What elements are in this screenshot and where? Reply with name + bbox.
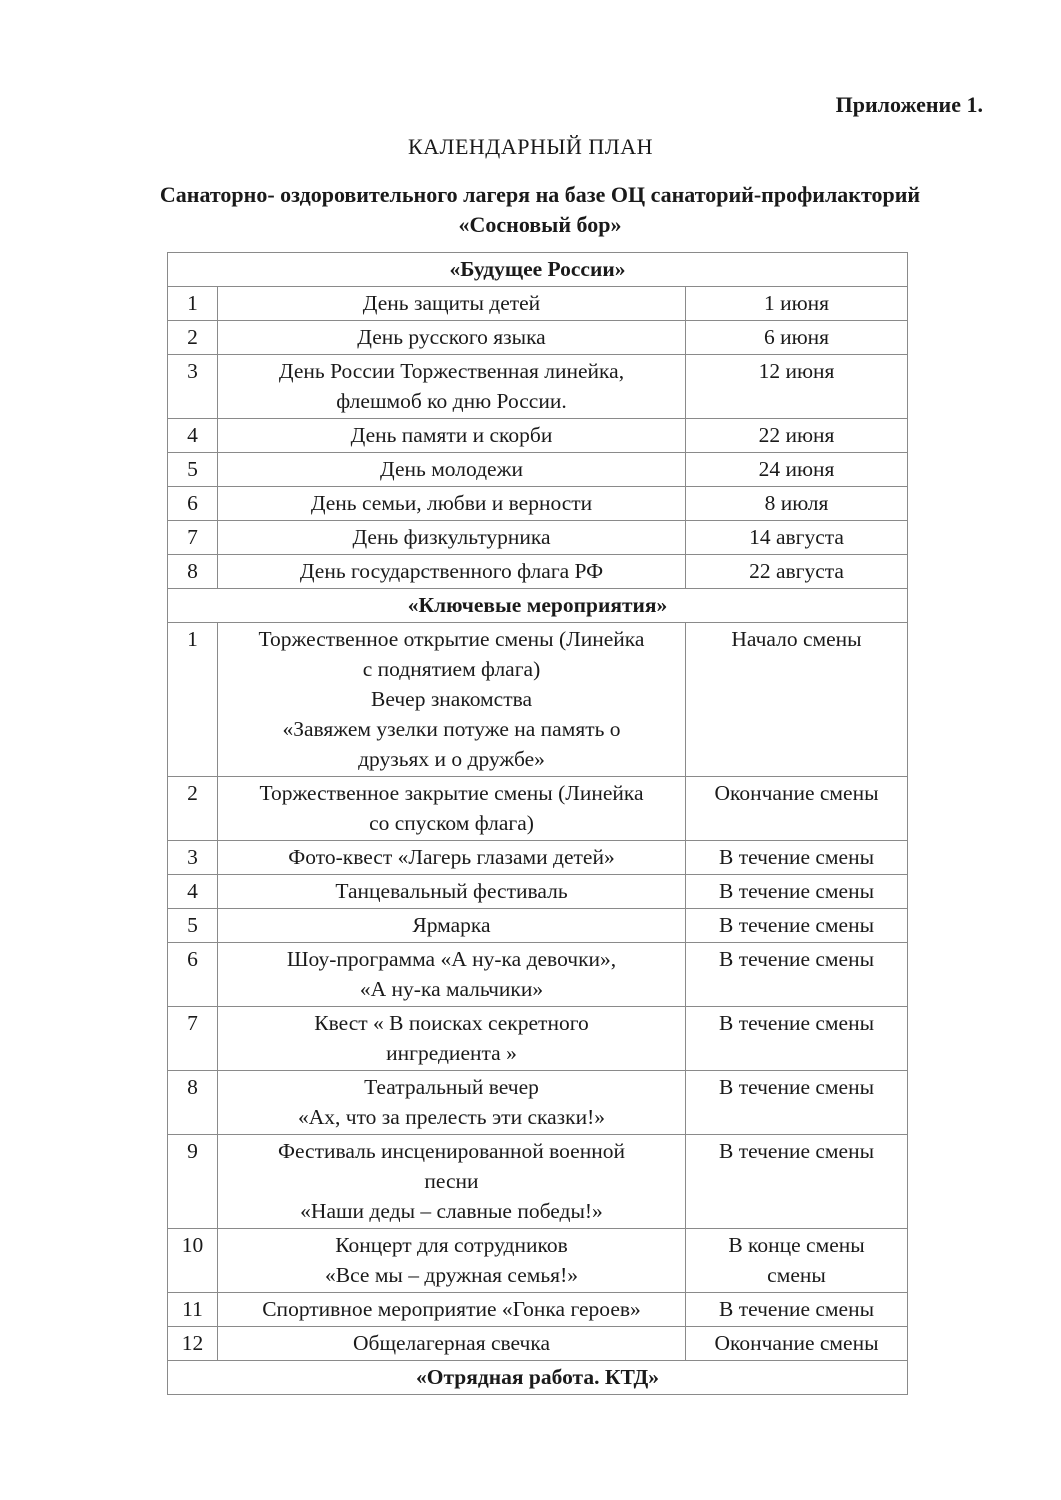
event-name: [218, 875, 686, 909]
section-header-row: [168, 253, 908, 287]
table-row: [168, 487, 908, 521]
event-name-line: День русского языка: [357, 325, 546, 349]
event-date: [686, 419, 908, 453]
row-number: 2: [168, 321, 218, 355]
section-title: «Отрядная работа. КТД»: [168, 1361, 908, 1395]
row-number: 3: [168, 355, 218, 419]
event-date: [686, 841, 908, 875]
event-date: [686, 321, 908, 355]
event-date: [686, 875, 908, 909]
row-number: 1: [168, 623, 218, 777]
section-title: «Ключевые мероприятия»: [168, 589, 908, 623]
event-date-line: В течение смены: [718, 1011, 875, 1035]
table-row: [168, 287, 908, 321]
event-name: [218, 321, 686, 355]
table-row: [168, 1007, 908, 1071]
event-date: [686, 521, 908, 555]
section-header-row: [168, 589, 908, 623]
event-date: [686, 1135, 908, 1229]
event-date-line: В течение смены: [718, 1075, 875, 1099]
event-name-line: с поднятием флага): [362, 657, 541, 681]
table-row: [168, 453, 908, 487]
event-name-line: День России Торжественная линейка,: [278, 359, 625, 383]
event-date-line: Окончание смены: [714, 781, 879, 805]
event-date-line: 6 июня: [763, 325, 830, 349]
row-number: 10: [168, 1229, 218, 1293]
table-row: [168, 1293, 908, 1327]
row-number: 4: [168, 419, 218, 453]
event-name: [218, 623, 686, 777]
event-name-line: День памяти и скорби: [350, 423, 553, 447]
event-name-line: флешмоб ко дню России.: [336, 389, 567, 413]
table-row: [168, 909, 908, 943]
event-name: [218, 1229, 686, 1293]
table-row: [168, 875, 908, 909]
event-name: [218, 355, 686, 419]
event-name-line: Спортивное мероприятие «Гонка героев»: [262, 1297, 641, 1321]
row-number: 11: [168, 1293, 218, 1327]
event-name-line: Шоу-программа «А ну-ка девочки»,: [286, 947, 617, 971]
calendar-plan-body: [168, 253, 908, 1395]
row-number: 12: [168, 1327, 218, 1361]
event-date: [686, 777, 908, 841]
event-name-line: Фото-квест «Лагерь глазами детей»: [288, 845, 615, 869]
table-row: [168, 355, 908, 419]
event-name: [218, 453, 686, 487]
event-date-line: 22 июня: [758, 423, 835, 447]
table-row: [168, 521, 908, 555]
event-name-line: песни: [424, 1169, 479, 1193]
appendix-label: Приложение 1.: [835, 92, 983, 117]
subtitle-line: «Сосновый бор»: [458, 212, 622, 237]
document-subtitle: [100, 180, 980, 240]
table-row: [168, 1327, 908, 1361]
event-date: [686, 555, 908, 589]
event-name: [218, 943, 686, 1007]
event-name-line: Квест « В поисках секретного: [314, 1011, 589, 1035]
event-date: [686, 1007, 908, 1071]
table-row: [168, 623, 908, 777]
event-date-line: 8 июля: [764, 491, 829, 515]
table-row: [168, 321, 908, 355]
event-name-line: День семьи, любви и верности: [310, 491, 593, 515]
event-date-line: Начало смены: [731, 627, 862, 651]
section-title: «Будущее России»: [168, 253, 908, 287]
event-date: [686, 487, 908, 521]
event-name: [218, 1293, 686, 1327]
table-row: [168, 1071, 908, 1135]
event-name-line: Театральный вечер: [364, 1075, 539, 1099]
event-date-line: смены: [767, 1263, 826, 1287]
event-name: [218, 555, 686, 589]
event-date-line: 1 июня: [763, 291, 830, 315]
event-date: [686, 943, 908, 1007]
event-date: [686, 453, 908, 487]
table-row: [168, 1229, 908, 1293]
event-name: [218, 1071, 686, 1135]
event-name: [218, 1327, 686, 1361]
event-name-line: День молодежи: [380, 457, 523, 481]
table-row: [168, 419, 908, 453]
table-row: [168, 943, 908, 1007]
event-date-line: В течение смены: [718, 879, 875, 903]
event-date-line: В течение смены: [718, 947, 875, 971]
table-row: [168, 841, 908, 875]
row-number: 6: [168, 943, 218, 1007]
event-name-line: Фестиваль инсценированной военной: [277, 1139, 625, 1163]
document-title: КАЛЕНДАРНЫЙ ПЛАН: [408, 134, 653, 159]
event-date-line: В течение смены: [718, 845, 875, 869]
event-name: [218, 521, 686, 555]
event-name: [218, 909, 686, 943]
event-date-line: 14 августа: [749, 525, 844, 549]
event-name-line: День физкультурника: [352, 525, 551, 549]
event-name-line: ингредиента »: [386, 1041, 517, 1065]
event-date-line: В течение смены: [718, 913, 875, 937]
event-name: [218, 841, 686, 875]
event-name-line: друзьях и о дружбе»: [358, 747, 545, 771]
event-date: [686, 623, 908, 777]
row-number: 2: [168, 777, 218, 841]
event-name-line: «Наши деды – славные победы!»: [300, 1199, 603, 1223]
event-name-line: День защиты детей: [362, 291, 541, 315]
event-name-line: «Завяжем узелки потуже на память о: [282, 717, 621, 741]
event-name: [218, 1135, 686, 1229]
row-number: 4: [168, 875, 218, 909]
event-name-line: День государственного флага РФ: [299, 559, 604, 583]
event-name: [218, 777, 686, 841]
row-number: 8: [168, 555, 218, 589]
event-date: [686, 1327, 908, 1361]
event-date: [686, 287, 908, 321]
event-date: [686, 1293, 908, 1327]
row-number: 5: [168, 453, 218, 487]
table-row: [168, 555, 908, 589]
event-name-line: Танцевальный фестиваль: [335, 879, 568, 903]
event-name: [218, 487, 686, 521]
event-name-line: Торжественное открытие смены (Линейка: [258, 627, 645, 651]
row-number: 7: [168, 1007, 218, 1071]
event-name-line: Ярмарка: [412, 913, 491, 937]
event-date-line: 12 июня: [758, 359, 835, 383]
event-name-line: Вечер знакомства: [370, 687, 533, 711]
event-name-line: со спуском флага): [369, 811, 534, 835]
event-date: [686, 1071, 908, 1135]
event-date: [686, 909, 908, 943]
event-date-line: 22 августа: [749, 559, 844, 583]
event-date-line: 24 июня: [758, 457, 835, 481]
event-date: [686, 355, 908, 419]
event-date-line: В конце смены: [728, 1233, 865, 1257]
row-number: 3: [168, 841, 218, 875]
event-name-line: «А ну-ка мальчики»: [359, 977, 544, 1001]
event-name: [218, 419, 686, 453]
row-number: 9: [168, 1135, 218, 1229]
row-number: 8: [168, 1071, 218, 1135]
event-date: [686, 1229, 908, 1293]
table-row: [168, 1135, 908, 1229]
table-row: [168, 777, 908, 841]
event-name-line: Общелагерная свечка: [352, 1331, 551, 1355]
event-name: [218, 1007, 686, 1071]
event-name-line: Концерт для сотрудников: [335, 1233, 568, 1257]
section-header-row: [168, 1361, 908, 1395]
event-name: [218, 287, 686, 321]
event-date-line: В течение смены: [718, 1139, 875, 1163]
row-number: 7: [168, 521, 218, 555]
event-name-line: «Все мы – дружная семья!»: [325, 1263, 578, 1287]
row-number: 5: [168, 909, 218, 943]
event-name-line: «Ах, что за прелесть эти сказки!»: [297, 1105, 606, 1129]
row-number: 6: [168, 487, 218, 521]
subtitle-line: Санаторно- оздоровительного лагеря на базе ОЦ санаторий-профилакторий: [159, 182, 921, 207]
row-number: 1: [168, 287, 218, 321]
event-name-line: Торжественное закрытие смены (Линейка: [259, 781, 644, 805]
event-date-line: В течение смены: [718, 1297, 875, 1321]
event-date-line: Окончание смены: [714, 1331, 879, 1355]
calendar-plan-table: [167, 252, 908, 1395]
